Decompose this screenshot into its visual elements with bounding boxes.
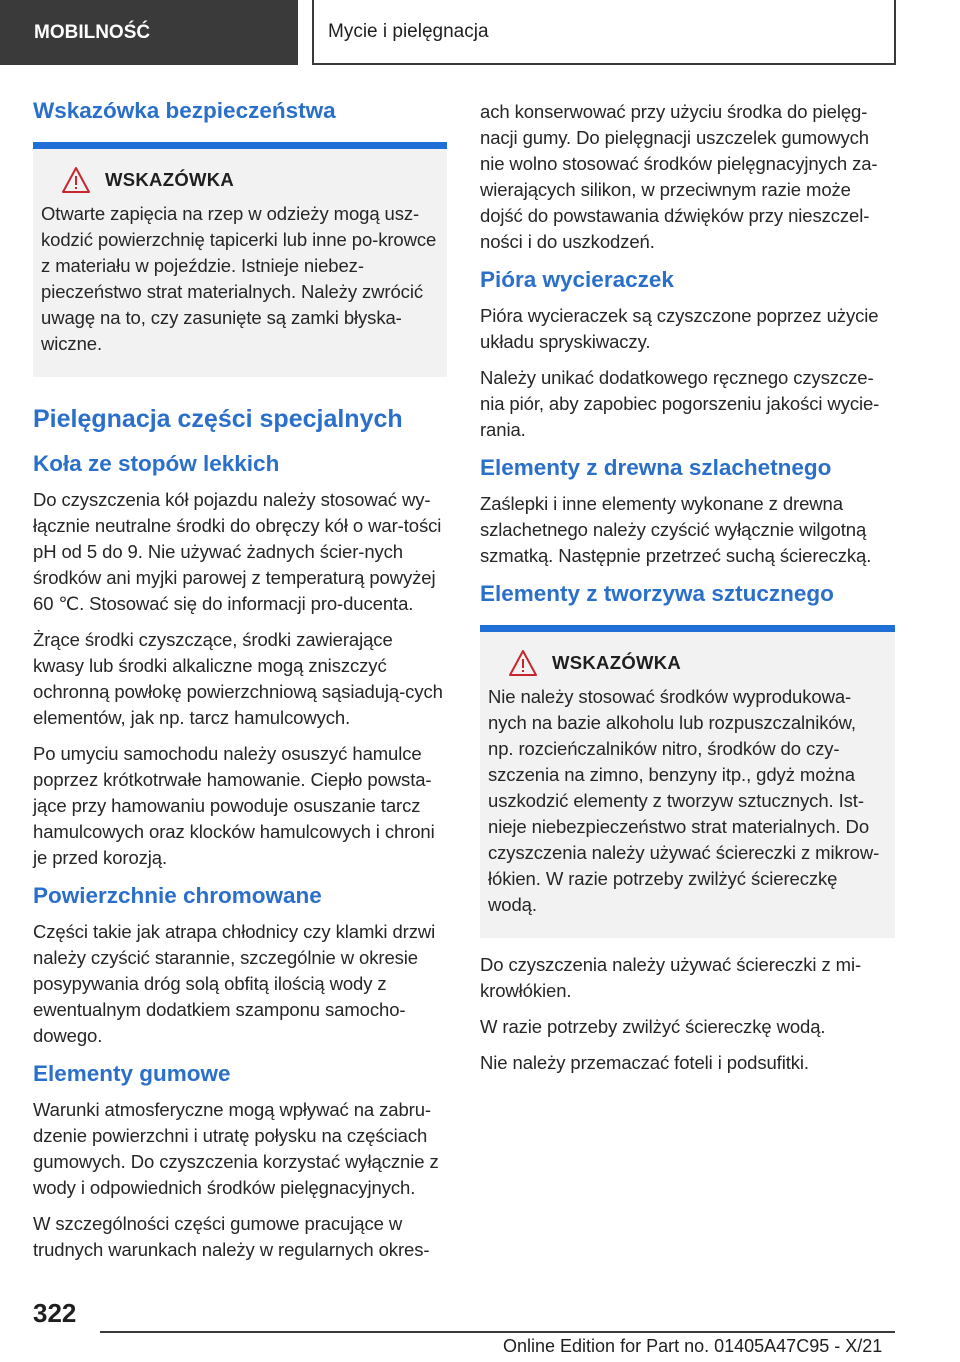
page-number: 322 [33, 1298, 77, 1328]
warning-text: Otwarte zapięcia na rzep w odzieży mogą usz‐kodzić powierzchnię tapicerki lub inne po‐krowce z materiału w pojeździe. Istnieje niebez‐pieczeństwo strat materialnych. Należy zwrócić uwagę na to, czy zasunięte są zamki błyska‐wiczne. [41, 203, 437, 354]
section-tab: MOBILNOŚĆ [0, 0, 298, 65]
wipers-paragraph-1: Pióra wycieraczek są czyszczone poprzez użycie układu spryskiwaczy. [480, 305, 879, 352]
rubber-continued-paragraph: ach konserwować przy użyciu środka do pielęg‐nacji gumy. Do pielęgnacji uszczelek gumowych nie wolno stosować środków pielęgnacyjnych za‐wierających silikon, w przeciwnym razie może dojść do powstawania dźwięków przy nieszczel‐ności i do uszkodzeń. [480, 101, 878, 252]
warning-title: WSKAZÓWKA [105, 169, 235, 190]
rubber-paragraph-1: Warunki atmosferyczne mogą wpływać na zabru‐dzenie powierzchni i utratę połysku na częściach gumowych. Do czyszczenia korzystać wyłącznie z wody i odpowiednich środków pielęgnacyjnych. [33, 1099, 439, 1198]
warning-rule [33, 142, 447, 149]
wheels-paragraph-3: Po umyciu samochodu należy osuszyć hamulce poprzez krótkotrwałe hamowanie. Ciepło powsta‐jące przy hamowaniu powoduje osuszanie tarcz hamulcowych oraz klocków hamulcowych i chroni je przed korozją. [33, 743, 435, 868]
wood-heading: Elementy z drewna szlachetnego [480, 455, 832, 480]
wood-paragraph: Zaślepki i inne elementy wykonane z drewna szlachetnego należy czyścić wyłącznie wilgotną szmatką. Następnie przetrzeć suchą ściereczką. [480, 493, 872, 566]
warning-box [480, 632, 895, 938]
main-heading: Pielęgnacja części specjalnych [33, 405, 403, 433]
warning-header [41, 163, 437, 197]
wheels-paragraph-1: Do czyszczenia kół pojazdu należy stosować wy‐łącznie neutralne środki do obręczy kół o war‐tości pH od 5 do 9. Nie używać żadnych ścier‐nych środków ani myjki parowej z temperaturą powyżej 60 ℃. Stosować się do informacji pro‐ducenta. [33, 489, 442, 614]
warning-triangle-icon [61, 166, 91, 194]
wipers-paragraph-2: Należy unikać dodatkowego ręcznego czyszcze‐nia piór, aby zapobiec pogorszeniu jakości wycie‐rania. [480, 367, 880, 440]
edition-text: Online Edition for Part no. 01405A47C95 - X/21 [503, 1336, 883, 1356]
rubber-heading: Elementy gumowe [33, 1061, 231, 1086]
safety-heading: Wskazówka bezpieczeństwa [33, 98, 336, 123]
chrome-paragraph: Części takie jak atrapa chłodnicy czy klamki drzwi należy czyścić starannie, szczególnie w okresie posypywania dróg solą obfitą ilością wody z ewentualnym dodatkiem szamponu samocho‐dowego. [33, 921, 436, 1046]
page-header [0, 0, 960, 66]
warning-header [488, 646, 885, 680]
footer-rule [100, 1331, 895, 1333]
warning-text: Nie należy stosować środków wyprodukowa‐nych na bazie alkoholu lub rozpuszczalników, np. rozcieńczalników nitro, środków do czy‐szczenia na zimno, benzyny itp., gdyż można uszkodzić elementy z tworzyw sztucznych. Ist‐nieje niebezpieczeństwo strat materialnych. Do czyszczenia należy używać ściereczki z mikrow‐łókien. W razie potrzeby zwilżyć ściereczkę wodą. [488, 686, 880, 915]
chrome-heading: Powierzchnie chromowane [33, 883, 322, 908]
left-column [33, 96, 447, 1273]
wheels-paragraph-2: Żrące środki czyszczące, środki zawierające kwasy lub środki alkaliczne mogą zniszczyć ochronną powłokę powierzchniową sąsiadują‐cych elementów, jak np. tarcz hamulcowych. [33, 629, 443, 728]
warning-title: WSKAZÓWKA [552, 652, 682, 673]
plastic-paragraph-1: Do czyszczenia należy używać ściereczki z mi‐krowłókien. [480, 954, 862, 1001]
plastic-heading: Elementy z tworzywa sztucznego [480, 581, 834, 606]
warning-triangle-icon [508, 649, 538, 677]
right-column [480, 99, 895, 1086]
wheels-heading: Koła ze stopów lekkich [33, 451, 280, 476]
chapter-title: Mycie i pielęgnacja [312, 0, 896, 65]
warning-rule [480, 625, 895, 632]
plastic-paragraph-3: Nie należy przemaczać foteli i podsufitki. [480, 1052, 809, 1073]
wipers-heading: Pióra wycieraczek [480, 267, 674, 292]
plastic-paragraph-2: W razie potrzeby zwilżyć ściereczkę wodą. [480, 1016, 826, 1037]
warning-box [33, 149, 447, 377]
rubber-paragraph-2: W szczególności części gumowe pracujące w trudnych warunkach należy w regularnych okres‐ [33, 1213, 430, 1260]
